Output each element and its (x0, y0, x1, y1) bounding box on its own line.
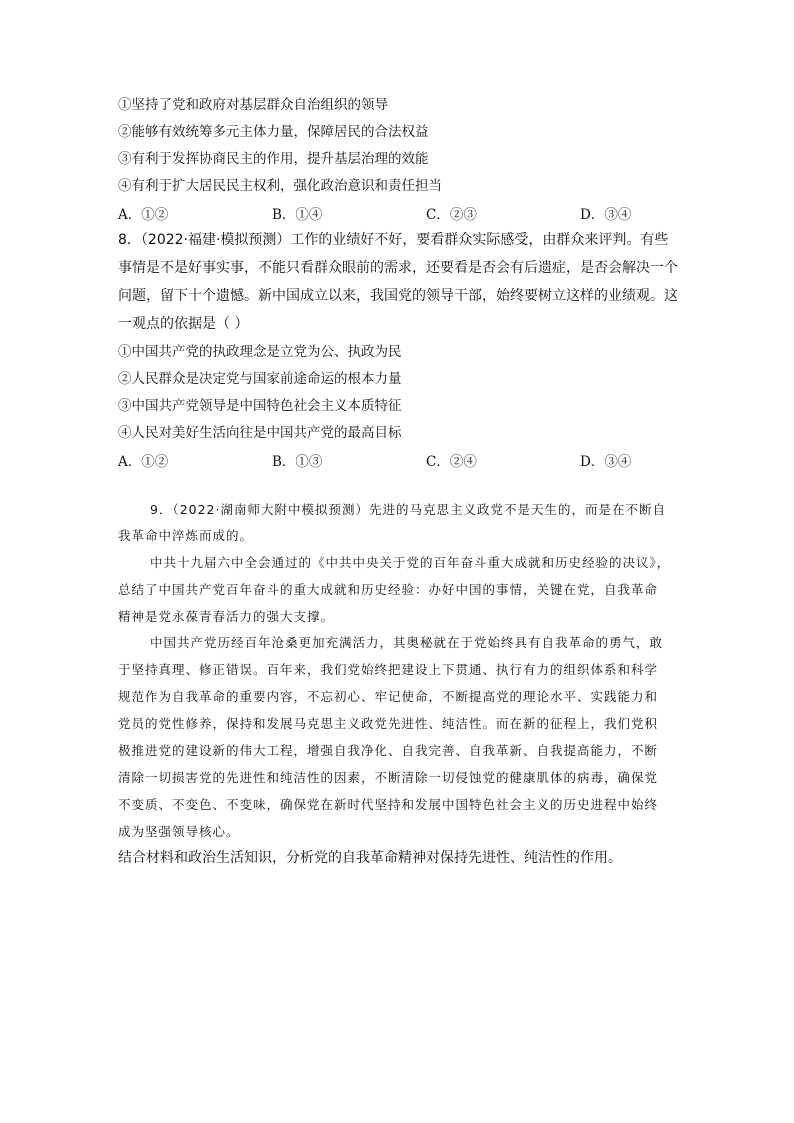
q8-option-c: C．②④ (426, 454, 477, 470)
q7-statement-1: ①坚持了党和政府对基层群众自治组织的领导 (118, 97, 388, 113)
q9-material-line-11: 清除一切损害党的先进性和纯洁性的因素，不断清除一切侵蚀党的健康肌体的病毒，确保党 (118, 770, 659, 785)
q8-option-b: B．①③ (272, 454, 323, 470)
q7-options (118, 203, 678, 223)
q9-material-line-2: 我革命中淬炼而成的。 (118, 528, 254, 543)
q9-material-line-4: 总结了中国共产党百年奋斗的重大成就和历史经验：办好中国的事情，关键在党，自我革命 (118, 582, 659, 597)
q8-stem-line-4: 一观点的依据是（ ） (118, 316, 249, 332)
q8-option-a: A．①② (118, 454, 169, 470)
q9-material-line-1: 9．（2022·湖南师大附中模拟预测）先进的马克思主义政党不是天生的，而是在不断自 (150, 502, 666, 517)
q9-material-line-8: 规范作为自我革命的重要内容，不忘初心、牢记使命，不断提高党的理论水平、实践能力和 (118, 689, 659, 704)
q8-statement-2: ②人民群众是决定党与国家前途命运的根本力量 (118, 371, 402, 387)
q9-material-line-13: 成为坚强领导核心。 (118, 824, 240, 839)
q7-option-c: C．②③ (426, 207, 477, 223)
q8-option-d: D．③④ (580, 454, 632, 470)
q9-material-line-6: 中国共产党历经百年沧桑更加充满活力，其奥秘就在于党始终具有自我革命的勇气，敢 (150, 635, 664, 650)
q8-statement-4: ④人民对美好生活向往是中国共产党的最高目标 (118, 425, 402, 441)
q9-question: 结合材料和政治生活知识，分析党的自我革命精神对保持先进性、纯洁性的作用。 (118, 850, 622, 866)
q8-stem-line-1: 8．（2022·福建·模拟预测）工作的业绩好不好，要看群众实际感受，由群众来评判。有些 (118, 232, 669, 248)
q9-material-line-9: 党员的党性修养，保持和发展马克思主义政党先进性、纯洁性。而在新的征程上，我们党积 (118, 716, 659, 731)
q7-option-d: D．③④ (580, 207, 632, 223)
q9-material-line-7: 于坚持真理、修正错误。百年来，我们党始终把建设上下贯通、执行有力的组织体系和科学 (118, 662, 659, 677)
q8-statement-1: ①中国共产党的执政理念是立党为公、执政为民 (118, 344, 402, 360)
q9-material-line-10: 极推进党的建设新的伟大工程，增强自我净化、自我完善、自我革新、自我提高能力，不断 (118, 743, 659, 758)
q7-statement-2: ②能够有效统筹多元主体力量，保障居民的合法权益 (118, 124, 429, 140)
q8-stem-line-2: 事情是不是好事实事，不能只看群众眼前的需求，还要看是否会有后遗症，是否会解决一个 (118, 260, 678, 276)
q8-statement-3: ③中国共产党领导是中国特色社会主义本质特征 (118, 398, 402, 414)
q7-option-b: B．①④ (272, 207, 323, 223)
q8-stem-line-3: 问题，留下十个遗憾。新中国成立以来，我国党的领导干部，始终要树立这样的业绩观。这 (118, 288, 678, 304)
q7-option-a: A．①② (118, 207, 169, 223)
q9-material-line-5: 精神是党永葆青春活力的强大支撑。 (118, 609, 335, 624)
q9-material-line-3: 中共十九届六中全会通过的《中共中央关于党的百年奋斗重大成就和历史经验的决议》， (150, 555, 671, 570)
q9-material-line-12: 不变质、不变色、不变味，确保党在新时代坚持和发展中国特色社会主义的历史进程中始终 (118, 797, 659, 812)
q7-statement-3: ③有利于发挥协商民主的作用，提升基层治理的效能 (118, 151, 429, 167)
q8-options (118, 450, 678, 470)
q7-statement-4: ④有利于扩大居民民主权利，强化政治意识和责任担当 (118, 178, 442, 194)
